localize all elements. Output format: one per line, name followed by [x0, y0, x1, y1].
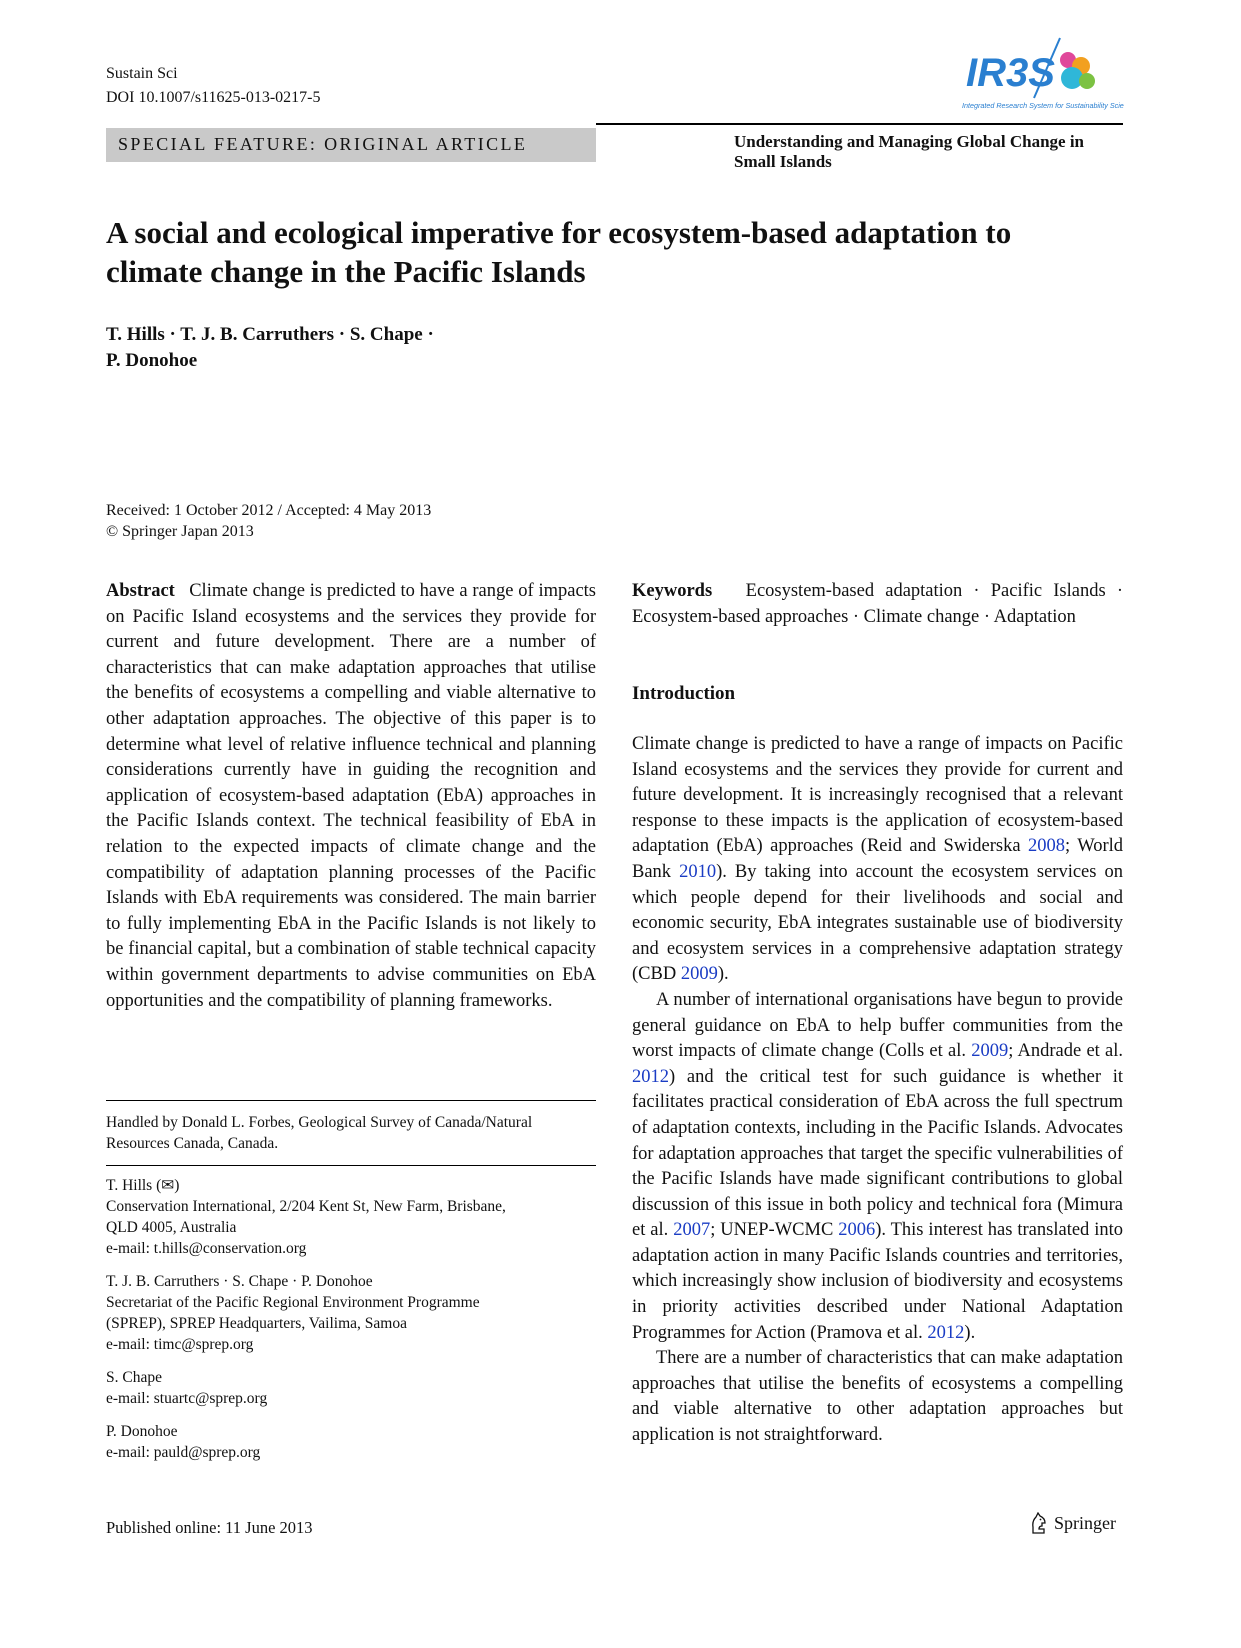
springer-knight-icon — [1030, 1512, 1048, 1534]
intro-p2-text-d: ; UNEP-WCMC — [710, 1220, 839, 1241]
ir3s-logo — [960, 36, 1124, 114]
affiliations — [106, 1175, 596, 1475]
introduction-body — [632, 732, 1123, 1449]
handled-by-note: Handled by Donald L. Forbes, Geological Survey of Canada/Natural Resources Canada, Canada. — [106, 1114, 533, 1152]
keywords-text: Ecosystem-based adaptation · Pacific Islands · Ecosystem-based approaches · Climate change · Adaptation — [632, 581, 1123, 627]
intro-paragraph-2 — [632, 988, 1123, 1346]
citation-link[interactable]: 2007 — [673, 1220, 711, 1241]
abstract-label: Abstract — [106, 581, 175, 601]
sprep-names: T. J. B. Carruthers · S. Chape · P. Donohoe — [106, 1273, 373, 1290]
doi[interactable]: DOI 10.1007/s11625-013-0217-5 — [106, 89, 321, 106]
footnote-rule — [106, 1100, 596, 1101]
introduction-heading: Introduction — [632, 683, 736, 704]
section-banner-label: SPECIAL FEATURE: ORIGINAL ARTICLE — [118, 134, 528, 154]
intro-p2-text-b: ; Andrade et al. — [1008, 1041, 1123, 1062]
sprep-email[interactable]: e-mail: timc@sprep.org — [106, 1336, 254, 1353]
citation-link[interactable]: 2006 — [838, 1220, 876, 1241]
footnote-rule — [106, 1165, 596, 1166]
logo-wordmark: IR3S — [966, 51, 1055, 95]
keywords — [632, 579, 1123, 630]
intro-p2-text-e: ). This interest has translated into adaptation action in many Pacific Islands countries and territories, which increasingly show inclusion of biodiversity and ecosystems in priority activities described under National Adaptation Programmes for Action (Pramova et al. — [632, 1220, 1123, 1343]
springer-brand — [1030, 1512, 1116, 1534]
hills-address-2: QLD 4005, Australia — [106, 1219, 237, 1236]
sprep-address-1: Secretariat of the Pacific Regional Environment Programme — [106, 1294, 480, 1311]
logo-circle-green — [1079, 73, 1095, 89]
affiliation-donohoe — [106, 1421, 596, 1463]
article-title: A social and ecological imperative for ecosystem-based adaptation to climate change in the Pacific Islands — [106, 215, 1012, 289]
intro-p2-text-c: ) and the critical test for such guidance is whether it facilitates practical consideration of EbA across the full spectrum of adaptation contexts, including in the Pacific Islands. Advocates for adaptation approaches that target the specific vulnerabilities of the Pacific Islands have made significant contributions to global discussion of this issue in both policy and technical fora (Mimura et al. — [632, 1066, 1123, 1241]
series-title: Understanding and Managing Global Change in Small Islands — [734, 132, 1085, 171]
authors-line-1: T. Hills · T. J. B. Carruthers · S. Chape · — [106, 324, 434, 345]
citation-link[interactable]: 2010 — [679, 861, 717, 882]
affiliation-chape — [106, 1367, 596, 1409]
abstract-text: Climate change is predicted to have a range of impacts on Pacific Island ecosystems and the services they provide for current and future development. There are a number of characteristics that can make adaptation approaches that utilise the benefits of ecosystems a compelling and viable alternative to other adaptation approaches. The objective of this paper is to determine what level of relative influence technical and planning considerations currently have in guiding the recognition and application of ecosystem-based adaptation (EbA) approaches in the Pacific Islands context. The technical feasibility of EbA in relation to the expected impacts of climate change and the compatibility of adaptation planning processes of the Pacific Islands with EbA requirements was considered. The main barrier to fully implementing EbA in the Pacific Islands is not likely to be financial capital, but a combination of stable technical capacity within government departments to advise communities on EbA opportunities and the compatibility of planning frameworks. — [106, 581, 596, 1011]
citation-link[interactable]: 2009 — [680, 964, 718, 985]
affiliation-hills — [106, 1175, 596, 1259]
intro-p2-text-f: ). — [964, 1322, 976, 1343]
intro-p1-text-a: Climate change is predicted to have a range of impacts on Pacific Island ecosystems and the services they provide for current and future development. It is increasingly recognised that a relevant response to these impacts is the application of ecosystem-based adaptation (EbA) approaches (Reid and Swiderska — [632, 734, 1123, 857]
intro-p1-text-c: ). By taking into account the ecosystem services on which people depend for their livelihoods and social and economic security, EbA integrates sustainable use of biodiversity and ecosystem services in a comprehensive adaptation strategy (CBD — [632, 861, 1123, 985]
affiliation-sprep — [106, 1271, 596, 1355]
header-rule — [596, 123, 1123, 125]
citation-link[interactable]: 2012 — [927, 1322, 965, 1343]
intro-p2-text-a: A number of international organisations have begun to provide general guidance on EbA to help buffer communities from the worst impacts of climate change (Colls et al. — [632, 989, 1123, 1062]
sprep-address-2: (SPREP), SPREP Headquarters, Vailima, Samoa — [106, 1315, 407, 1332]
citation-link[interactable]: 2008 — [1027, 836, 1065, 857]
abstract — [106, 579, 596, 1014]
author-list — [106, 322, 434, 374]
copyright: © Springer Japan 2013 — [106, 523, 254, 540]
intro-p1-text-b: ; World Bank — [632, 836, 1124, 882]
intro-paragraph-1 — [632, 732, 1123, 988]
publication-dates — [106, 500, 431, 542]
donohoe-email[interactable]: e-mail: pauld@sprep.org — [106, 1444, 261, 1461]
springer-label: Springer — [1054, 1512, 1116, 1533]
published-online: Published online: 11 June 2013 — [106, 1518, 313, 1537]
intro-p1-text-d: ). — [717, 964, 729, 985]
chape-email[interactable]: e-mail: stuartc@sprep.org — [106, 1390, 268, 1407]
received-accepted: Received: 1 October 2012 / Accepted: 4 May 2013 — [106, 502, 432, 519]
logo-tagline: Integrated Research System for Sustainability Science — [962, 101, 1124, 110]
ir3s-logo-graphic — [960, 36, 1124, 114]
citation-link[interactable]: 2012 — [632, 1066, 669, 1087]
intro-paragraph-3: There are a number of characteristics that can make adaptation approaches that utilise the benefits of ecosystems a compelling and viable alternative to other adaptation approaches but application is not straightforward. — [632, 1348, 1123, 1446]
citation-link[interactable]: 2009 — [971, 1041, 1009, 1062]
journal-name: Sustain Sci — [106, 65, 178, 82]
hills-email[interactable]: e-mail: t.hills@conservation.org — [106, 1240, 307, 1257]
chape-name: S. Chape — [106, 1369, 162, 1386]
hills-address-1: Conservation International, 2/204 Kent St, New Farm, Brisbane, — [106, 1198, 506, 1215]
authors-line-2: P. Donohoe — [106, 350, 198, 371]
donohoe-name: P. Donohoe — [106, 1423, 178, 1440]
hills-name: T. Hills (✉) — [106, 1177, 180, 1194]
keywords-label: Keywords — [632, 581, 713, 601]
